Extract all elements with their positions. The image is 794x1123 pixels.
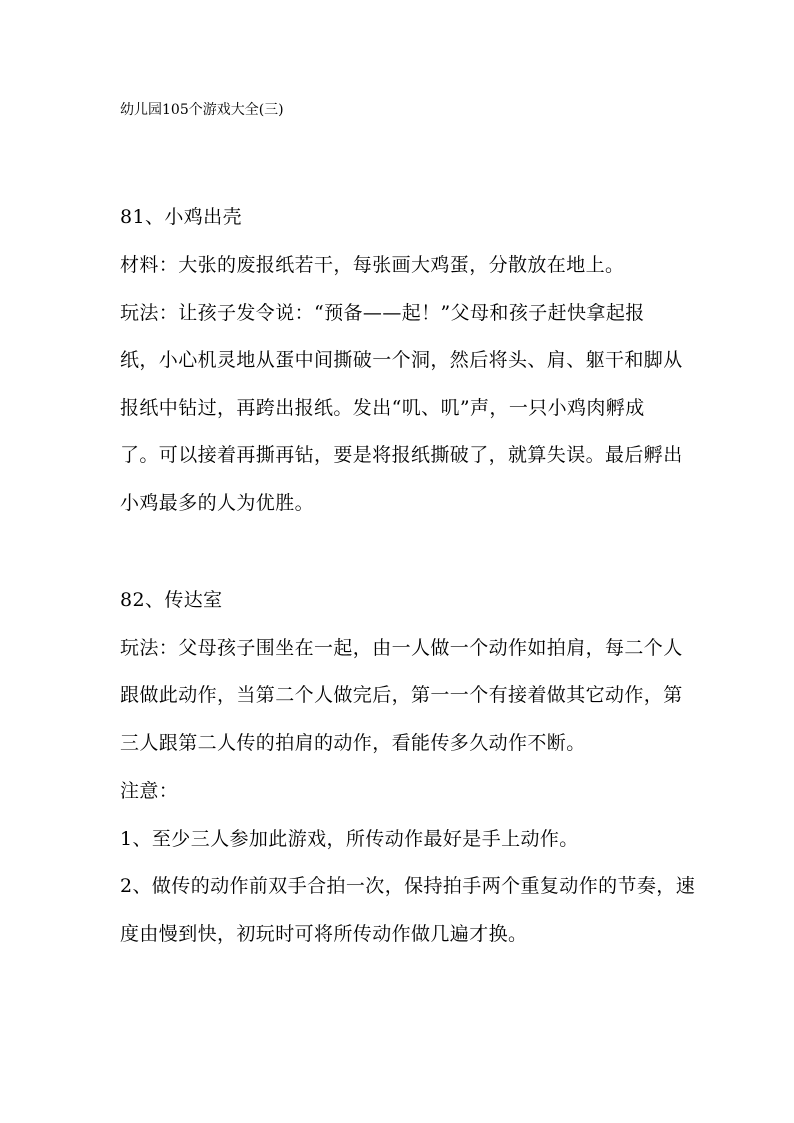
game-81-text-line: 纸，小心机灵地从蛋中间撕破一个洞，然后将头、肩、躯干和脚从 [120,349,683,371]
game-82-note-item: 2、做传的动作前双手合拍一次，保持拍手两个重复动作的节奏，速 [120,875,696,897]
document-title: 幼儿园105个游戏大全(三) [120,102,284,118]
game-82-text-line: 三人跟第二人传的拍肩的动作，看能传多久动作不断。 [120,732,586,754]
game-81-text-line: 玩法：让孩子发令说：“预备——起！”父母和孩子赶快拿起报 [120,302,645,324]
game-82-note-item: 度由慢到快，初玩时可将所传动作做几遍才换。 [120,923,528,945]
game-81-text-line: 报纸中钻过，再跨出报纸。发出“叽、叽”声，一只小鸡肉孵成 [120,397,645,419]
game-82-text-line: 跟做此动作，当第二个人做完后，第一一个有接着做其它动作，第 [120,684,683,706]
game-82-heading: 82、传达室 [120,589,223,611]
game-81-materials: 材料：大张的废报纸若干，每张画大鸡蛋，分散放在地上。 [120,254,625,276]
game-81-heading: 81、小鸡出壳 [120,206,242,228]
game-81-text-line: 了。可以接着再撕再钻，要是将报纸撕破了，就算失误。最后孵出 [120,444,683,466]
game-81-text-line: 小鸡最多的人为优胜。 [120,492,315,514]
game-82-text-line: 玩法：父母孩子围坐在一起，由一人做一个动作如拍肩，每二个人 [120,637,683,659]
game-82-note-item: 1、至少三人参加此游戏，所传动作最好是手上动作。 [120,828,579,850]
game-82-note-label: 注意： [120,780,179,802]
